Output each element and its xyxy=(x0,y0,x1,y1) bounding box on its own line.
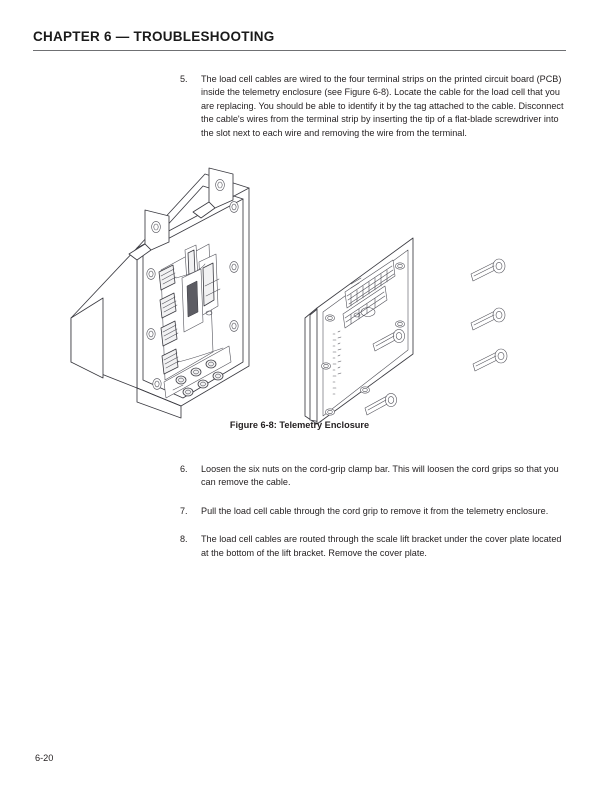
list-item xyxy=(180,73,570,140)
list-item xyxy=(180,463,570,490)
enclosure-box xyxy=(71,168,249,418)
screw xyxy=(473,349,507,371)
step-number: 8. xyxy=(180,534,188,545)
step-number: 7. xyxy=(180,505,188,516)
running-header xyxy=(33,28,566,46)
figure-telemetry-enclosure xyxy=(33,166,566,426)
telemetry-enclosure-illustration xyxy=(33,166,566,426)
procedure-list-lower xyxy=(180,463,570,560)
chapter-title: CHAPTER 6 — TROUBLESHOOTING xyxy=(33,29,275,44)
step-text: Pull the load cell cable through the cord grip to remove it from the telemetry enclosure. xyxy=(201,505,549,516)
screw xyxy=(365,393,397,415)
list-item xyxy=(180,533,570,560)
screw xyxy=(471,259,505,281)
step-text: The load cell cables are wired to the four terminal strips on the printed circuit board (PCB) inside the telemetry enclosure (see Figure 6-8). Locate the cable for the load cell that you are replacing. You should be able to identify it by the tag attached to the cable. Disconnect the cable's wires from the terminal strip by inserting the tip of a flat-blade screwdriver into the slot next to each wire and removing the wire from the terminal. xyxy=(201,74,564,138)
header-divider xyxy=(33,50,566,51)
step-number: 5. xyxy=(180,74,188,84)
figure-caption: Figure 6-8: Telemetry Enclosure xyxy=(229,420,370,430)
step-number: 6. xyxy=(180,464,188,474)
page-number: 6-20 xyxy=(35,753,54,763)
procedure-list-upper xyxy=(180,73,570,140)
list-item xyxy=(180,505,570,518)
step-text: The load cell cables are routed through the scale lift bracket under the cover plate located at the bottom of the lift bracket. Remove the cover plate. xyxy=(201,534,562,558)
screw xyxy=(471,308,505,330)
step-text: Loosen the six nuts on the cord-grip clamp bar. This will loosen the cord grips so that you can remove the cable. xyxy=(201,464,559,488)
